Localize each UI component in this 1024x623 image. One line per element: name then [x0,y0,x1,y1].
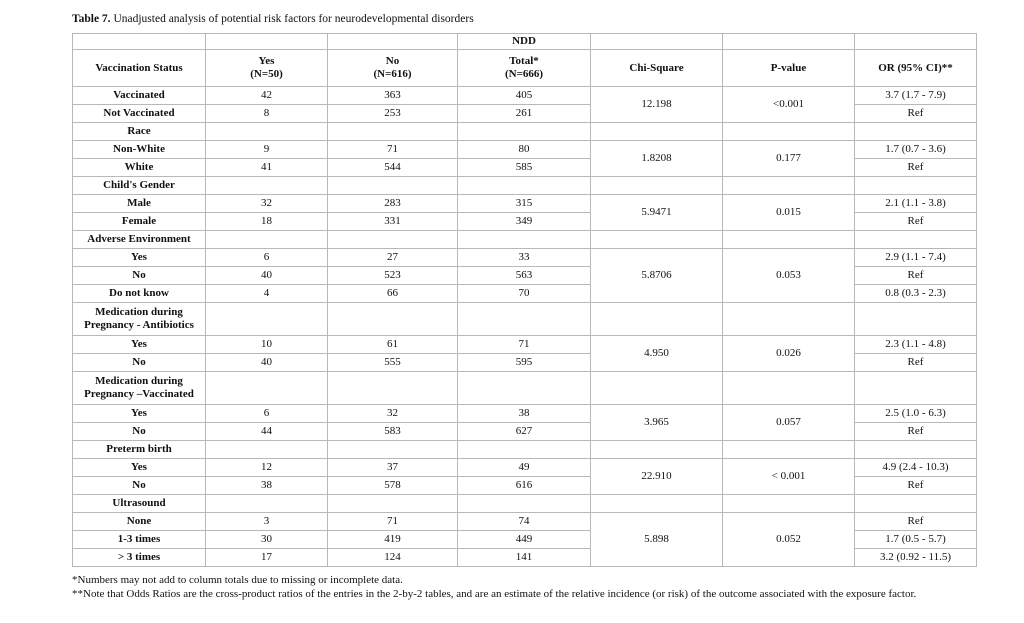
table-row [73,249,977,267]
col-header-odds-ratio: OR (95% CI)** [855,50,977,87]
table-row [73,336,977,354]
yes-count: 44 [206,423,328,441]
row-label: Vaccinated [73,87,206,105]
total-count: 405 [458,87,591,105]
total-count: 261 [458,105,591,123]
col-header-no: No (N=616) [328,50,458,87]
row-label: Yes [73,459,206,477]
chi-square-value: 1.8208 [591,141,723,177]
total-count: 315 [458,195,591,213]
row-label: No [73,267,206,285]
row-label: Yes [73,249,206,267]
table-title [72,13,474,25]
table-row [73,195,977,213]
odds-ratio: Ref [855,354,977,372]
no-count: 253 [328,105,458,123]
row-label: No [73,354,206,372]
odds-ratio: Ref [855,513,977,531]
odds-ratio: Ref [855,159,977,177]
ndd-group-header: NDD [458,34,591,50]
yes-count: 38 [206,477,328,495]
no-count: 27 [328,249,458,267]
total-count: 49 [458,459,591,477]
chi-square-value: 12.198 [591,87,723,123]
yes-count: 12 [206,459,328,477]
row-label: White [73,159,206,177]
no-count: 331 [328,213,458,231]
row-label: Male [73,195,206,213]
p-value: 0.053 [723,249,855,303]
section-header-row [73,372,977,405]
row-label: > 3 times [73,549,206,567]
total-count: 627 [458,423,591,441]
table-row [73,141,977,159]
yes-count: 32 [206,195,328,213]
no-count: 544 [328,159,458,177]
no-count: 523 [328,267,458,285]
total-count: 38 [458,405,591,423]
footnote-odds-ratio: **Note that Odds Ratios are the cross-product ratios of the entries in the 2-by-2 tables, and are an estimate of the relative incidence (or risk) of the outcome associated with the exposure factor. [72,588,917,600]
row-label: Not Vaccinated [73,105,206,123]
odds-ratio: Ref [855,423,977,441]
chi-square-value: 5.8706 [591,249,723,303]
yes-count: 42 [206,87,328,105]
row-label: Non-White [73,141,206,159]
total-count: 585 [458,159,591,177]
yes-count: 41 [206,159,328,177]
row-label: Yes [73,336,206,354]
no-count: 583 [328,423,458,441]
yes-count: 4 [206,285,328,303]
yes-count: 40 [206,354,328,372]
row-label: Yes [73,405,206,423]
chi-square-value: 5.9471 [591,195,723,231]
col-header-chi-square: Chi-Square [591,50,723,87]
section-title-adverse-environment: Adverse Environment [73,231,206,249]
col-header-vaccination-status: Vaccination Status [73,50,206,87]
p-value: < 0.001 [723,459,855,495]
p-value: 0.015 [723,195,855,231]
p-value: 0.057 [723,405,855,441]
chi-square-value: 5.898 [591,513,723,567]
no-count: 71 [328,141,458,159]
total-count: 563 [458,267,591,285]
yes-count: 17 [206,549,328,567]
total-count: 70 [458,285,591,303]
total-count: 449 [458,531,591,549]
odds-ratio: 3.7 (1.7 - 7.9) [855,87,977,105]
no-count: 363 [328,87,458,105]
odds-ratio: 1.7 (0.7 - 3.6) [855,141,977,159]
no-count: 578 [328,477,458,495]
yes-count: 30 [206,531,328,549]
footnote-missing-data: *Numbers may not add to column totals due to missing or incomplete data. [72,574,403,586]
total-count: 71 [458,336,591,354]
table-row [73,405,977,423]
chi-square-value: 3.965 [591,405,723,441]
table-caption: Unadjusted analysis of potential risk factors for neurodevelopmental disorders [110,13,474,25]
odds-ratio: Ref [855,267,977,285]
section-title-antibiotics: Medication during Pregnancy - Antibiotics [73,303,206,336]
header-row [73,50,977,87]
section-title-preterm-birth: Preterm birth [73,441,206,459]
yes-count: 8 [206,105,328,123]
yes-count: 3 [206,513,328,531]
row-label: None [73,513,206,531]
row-label: Female [73,213,206,231]
section-header-row [73,441,977,459]
section-header-row [73,303,977,336]
no-count: 555 [328,354,458,372]
table-number: Table 7. [72,13,111,25]
p-value: 0.026 [723,336,855,372]
no-count: 61 [328,336,458,354]
odds-ratio: Ref [855,477,977,495]
section-header-row [73,123,977,141]
col-header-yes: Yes (N=50) [206,50,328,87]
section-header-row [73,495,977,513]
no-count: 32 [328,405,458,423]
row-label: Do not know [73,285,206,303]
table-row [73,459,977,477]
odds-ratio: 3.2 (0.92 - 11.5) [855,549,977,567]
row-label: No [73,423,206,441]
p-value: 0.052 [723,513,855,567]
no-count: 37 [328,459,458,477]
total-count: 616 [458,477,591,495]
odds-ratio: 2.3 (1.1 - 4.8) [855,336,977,354]
row-label: 1-3 times [73,531,206,549]
odds-ratio: Ref [855,105,977,123]
odds-ratio: Ref [855,213,977,231]
no-count: 419 [328,531,458,549]
yes-count: 18 [206,213,328,231]
section-title-gender: Child's Gender [73,177,206,195]
row-label: No [73,477,206,495]
chi-square-value: 4.950 [591,336,723,372]
odds-ratio: 1.7 (0.5 - 5.7) [855,531,977,549]
no-count: 283 [328,195,458,213]
yes-count: 6 [206,405,328,423]
odds-ratio: 4.9 (2.4 - 10.3) [855,459,977,477]
odds-ratio: 2.5 (1.0 - 6.3) [855,405,977,423]
total-count: 141 [458,549,591,567]
odds-ratio: 2.1 (1.1 - 3.8) [855,195,977,213]
risk-factor-table [72,33,977,567]
section-title-ultrasound: Ultrasound [73,495,206,513]
table-row [73,87,977,105]
section-title-race: Race [73,123,206,141]
section-header-row [73,177,977,195]
no-count: 124 [328,549,458,567]
total-count: 349 [458,213,591,231]
yes-count: 6 [206,249,328,267]
no-count: 71 [328,513,458,531]
total-count: 74 [458,513,591,531]
total-count: 33 [458,249,591,267]
no-count: 66 [328,285,458,303]
chi-square-value: 22.910 [591,459,723,495]
section-title-pregnancy-vaccinated: Medication during Pregnancy –Vaccinated [73,372,206,405]
col-header-p-value: P-value [723,50,855,87]
section-header-row [73,231,977,249]
yes-count: 9 [206,141,328,159]
total-count: 595 [458,354,591,372]
odds-ratio: 2.9 (1.1 - 7.4) [855,249,977,267]
p-value: <0.001 [723,87,855,123]
yes-count: 40 [206,267,328,285]
p-value: 0.177 [723,141,855,177]
odds-ratio: 0.8 (0.3 - 2.3) [855,285,977,303]
yes-count: 10 [206,336,328,354]
table-row [73,513,977,531]
total-count: 80 [458,141,591,159]
header-row-group [73,34,977,50]
col-header-total: Total* (N=666) [458,50,591,87]
